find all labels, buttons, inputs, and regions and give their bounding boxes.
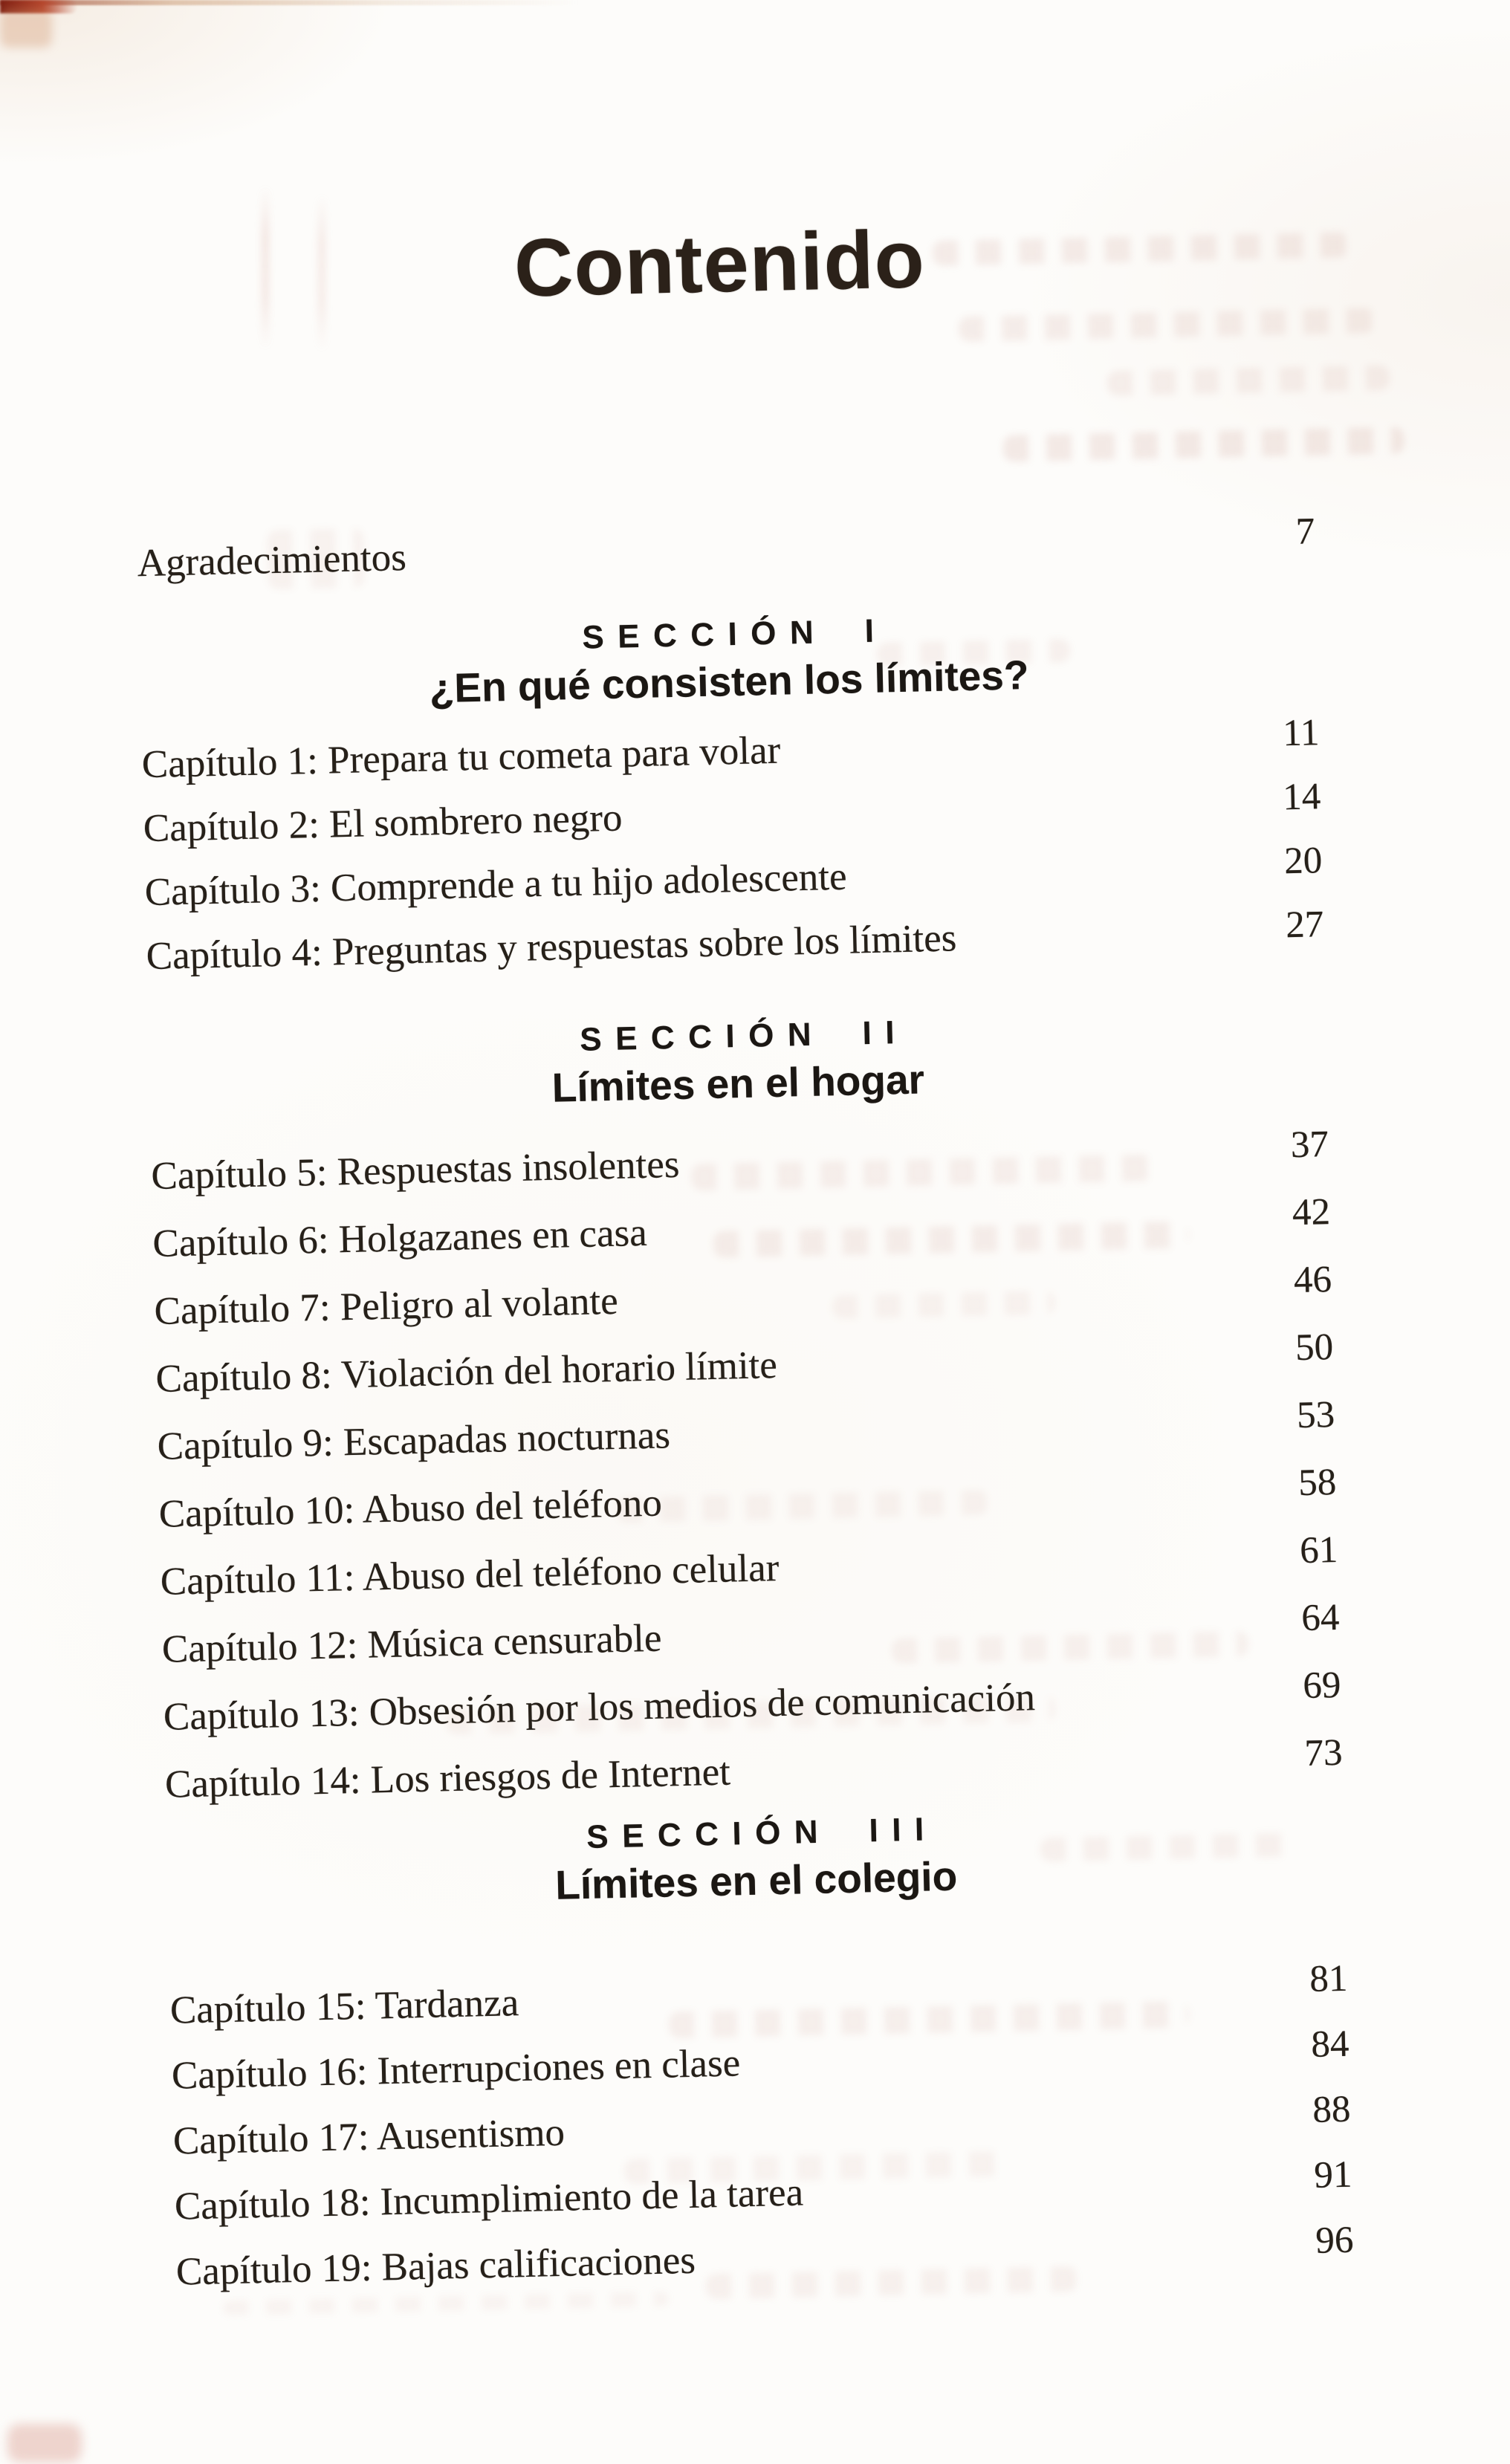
chapter-page-number: 64 <box>1300 1596 1341 1640</box>
toc-section <box>139 604 1324 979</box>
toc-row <box>172 2088 1352 2165</box>
toc-row <box>163 1664 1342 1740</box>
chapter-page-number: 46 <box>1293 1259 1332 1302</box>
chapter-page-number: 91 <box>1313 2153 1353 2196</box>
chapter-label: Capítulo 15: Tardanza <box>169 1981 519 2032</box>
chapter-page-number: 96 <box>1315 2219 1355 2262</box>
section-entries <box>169 1957 1355 2295</box>
front-matter-label: Agradecimientos <box>137 536 407 586</box>
toc-row <box>153 1259 1332 1335</box>
chapter-label: Capítulo 14: Los riesgos de Internet <box>164 1750 731 1806</box>
chapter-page-number: 53 <box>1296 1393 1335 1437</box>
sections <box>139 604 1354 2295</box>
chapter-page-number: 88 <box>1312 2088 1352 2131</box>
chapter-page-number: 73 <box>1303 1731 1344 1774</box>
chapter-page-number: 69 <box>1302 1664 1342 1708</box>
chapter-label: Capítulo 3: Comprende a tu hijo adolescente <box>144 855 848 915</box>
toc-row <box>157 1393 1335 1470</box>
toc-row <box>137 510 1315 586</box>
chapter-label: Capítulo 8: Violación del horario límite <box>155 1343 778 1401</box>
toc-row <box>143 776 1321 852</box>
section-heading: SECCIÓN III <box>586 1811 939 1855</box>
chapter-page-number: 50 <box>1294 1326 1334 1369</box>
toc-row <box>152 1191 1331 1267</box>
chapter-label: Capítulo 18: Incumplimiento de la tarea <box>174 2170 804 2228</box>
section-subtitle: Límites en el colegio <box>554 1852 958 1908</box>
toc-row <box>158 1461 1337 1537</box>
page-title: Contenido <box>513 213 927 314</box>
chapter-label: Capítulo 7: Peligro al volante <box>153 1279 619 1333</box>
toc-row <box>144 840 1323 915</box>
chapter-label: Capítulo 12: Música censurable <box>161 1616 663 1671</box>
chapter-page-number: 20 <box>1283 840 1323 883</box>
toc-row <box>161 1596 1341 1673</box>
toc-row <box>150 1124 1329 1199</box>
chapter-page-number: 37 <box>1290 1124 1329 1167</box>
chapter-label: Capítulo 4: Preguntas y respuestas sobre los límites <box>146 916 957 979</box>
toc-row <box>169 1957 1349 2034</box>
chapter-page-number: 27 <box>1285 904 1324 947</box>
chapter-label: Capítulo 6: Holgazanes en casa <box>152 1210 648 1265</box>
section-entries <box>141 712 1324 979</box>
toc-row <box>155 1326 1334 1402</box>
chapter-label: Capítulo 2: El sombrero negro <box>143 796 623 851</box>
toc-section <box>148 1006 1343 1808</box>
chapter-page-number: 61 <box>1299 1528 1338 1572</box>
section-heading: SECCIÓN I <box>581 612 888 656</box>
chapter-page-number: 42 <box>1292 1191 1331 1234</box>
chapter-page-number: 11 <box>1282 712 1320 755</box>
chapter-label: Capítulo 13: Obsesión por los medios de comunicación <box>163 1676 1036 1739</box>
chapter-label: Capítulo 11: Abuso del teléfono celular <box>160 1546 780 1604</box>
chapter-label: Capítulo 9: Escapadas nocturnas <box>157 1413 671 1468</box>
toc-row <box>160 1528 1338 1605</box>
chapter-page-number: 58 <box>1297 1461 1337 1505</box>
section-entries <box>150 1124 1344 1808</box>
chapter-label: Capítulo 5: Respuestas insolentes <box>150 1142 680 1199</box>
section-subtitle: Límites en el hogar <box>551 1056 925 1111</box>
toc-row <box>174 2153 1353 2230</box>
bottom-corner-smudge <box>7 2424 82 2463</box>
chapter-page-number: 14 <box>1282 776 1321 819</box>
chapter-label: Capítulo 10: Abuso del teléfono <box>158 1481 663 1536</box>
chapter-page-number: 81 <box>1309 1957 1349 2000</box>
toc-row <box>141 712 1320 788</box>
front-matter-page-number: 7 <box>1295 510 1315 553</box>
toc-row <box>171 2023 1350 2099</box>
section-heading: SECCIÓN II <box>579 1014 909 1058</box>
toc-section <box>166 1803 1354 2295</box>
chapter-label: Capítulo 19: Bajas calificaciones <box>175 2238 696 2294</box>
chapter-label: Capítulo 17: Ausentismo <box>172 2110 566 2163</box>
toc-row <box>164 1731 1344 1808</box>
toc-row <box>146 904 1324 979</box>
section-subtitle: ¿En qué consisten los límites? <box>429 652 1030 712</box>
chapter-label: Capítulo 16: Interrupciones en clase <box>171 2041 741 2098</box>
chapter-page-number: 84 <box>1310 2023 1350 2066</box>
toc-row <box>175 2219 1355 2295</box>
chapter-label: Capítulo 1: Prepara tu cometa para volar <box>141 728 781 787</box>
